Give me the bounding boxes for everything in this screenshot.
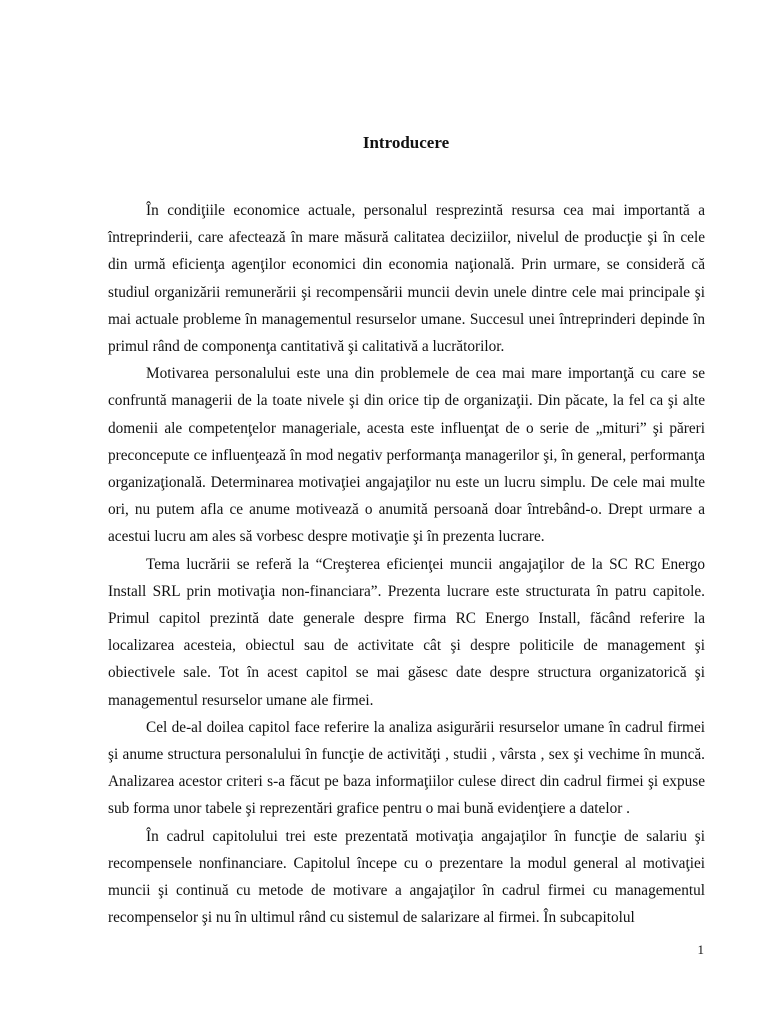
paragraph: Cel de-al doilea capitol face referire la analiza asigurării resurselor umane în cadrul firmei şi anume structura personalului în funcţie de activităţi , studii , vârsta , sex şi vechime în muncă. Analizarea acestor criteri s-a făcut pe baza informaţiilor culese direct din cadrul firmei şi expuse sub forma unor tabele şi reprezentări grafice pentru o mai bună evidenţiere a datelor . — [108, 718, 705, 818]
paragraph: În condiţiile economice actuale, personalul resprezintă resursa cea mai importantă a întreprinderii, care afectează în mare măsură calitatea deciziilor, nivelul de producţie şi în cele din urmă eficienţa agenţilor economici din economia naţională. Prin urmare, se consideră că studiul organizării remunerării şi recompensării muncii devin unele dintre cele mai principale şi mai actuale probleme în managementul resurselor umane. Succesul unei întreprinderi depinde în primul rând de componenţa cantitativă şi calitativă a lucrătorilor. — [108, 202, 705, 356]
paragraph: Tema lucrării se referă la “Creşterea eficienţei muncii angajaţilor de la SC RC Energo Install SRL prin motivaţia non-financiara”. Prezenta lucrare este structurata în patru capitole. Primul capitol prezintă date generale despre firma RC Energo Install, făcând referire la localizarea acesteia, obiectul sau de activitate cât şi despre politicile de management şi obiectivele sale. Tot în acest capitol se mai găsesc date despre structura organizatorică şi managementul resurselor umane ale firmei. — [108, 555, 705, 709]
page-number: 1 — [697, 942, 704, 957]
paragraph: Motivarea personalului este una din problemele de cea mai mare importanţă cu care se confruntă managerii de la toate nivele şi din orice tip de organizaţii. Din păcate, la fel ca şi alte domenii ale competenţelor manageriale, acesta este influenţat de o serie de „mituri” şi păreri preconcepute ce influenţează în mod negativ performanţa managerilor şi, în general, performanţa organizaţională. Determinarea motivaţiei angajaţilor nu este un lucru simplu. De cele mai multe ori, nu putem afla ce anume motivează o anumită persoană doar întrebând-o. Drept urmare a acestui lucru am ales să vorbesc despre motivaţie şi în prezenta lucrare. — [108, 365, 705, 546]
body-text — [108, 197, 705, 931]
paragraph: În cadrul capitolului trei este prezentată motivaţia angajaţilor în funcţie de salariu şi recompensele nonfinanciare. Capitolul începe cu o prezentare la modul general al motivaţiei muncii şi continuă cu metode de motivare a angajaţilor în cadrul firmei cu managementul recompenselor şi nu în ultimul rând cu sistemul de salarizare al firmei. În subcapitolul — [108, 827, 705, 927]
page-title: Introducere — [362, 133, 450, 152]
